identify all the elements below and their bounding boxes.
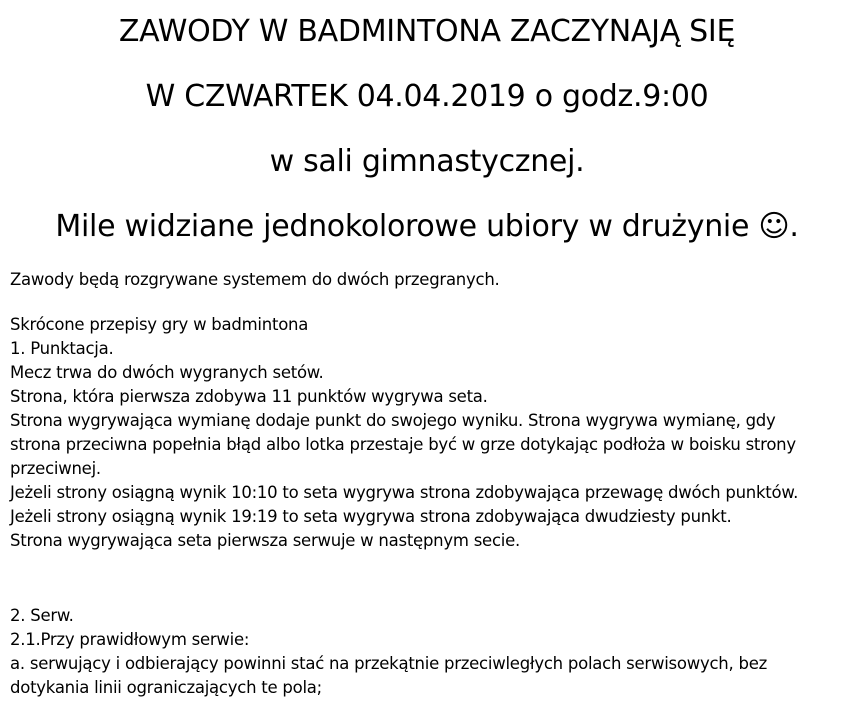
rules-section (10, 313, 850, 553)
rules-line: przeciwnej. (10, 459, 101, 478)
rules-line: Strona wygrywająca seta pierwsza serwuje w następnym secie. (10, 531, 521, 550)
rules-line: strona przeciwna popełnia błąd albo lotka przestaje być w grze dotykając podłoża w boisku strony (10, 435, 796, 454)
heading-event-title: ZAWODY W BADMINTONA ZACZYNAJĄ SIĘ (118, 14, 736, 49)
rules-line: Strona wygrywająca wymianę dodaje punkt do swojego wyniku. Strona wygrywa wymianę, gdy (10, 411, 776, 430)
serve-line: a. serwujący i odbierający powinni stać na przekątnie przeciwległych polach serwisowych, bez (10, 654, 768, 673)
rules-line: Strona, która pierwsza zdobywa 11 punktów wygrywa seta. (10, 387, 488, 406)
serve-section (10, 604, 850, 700)
section-1-title: 1. Punktacja. (10, 339, 114, 358)
rules-line: Mecz trwa do dwóch wygranych setów. (10, 363, 324, 382)
rules-line: Jeżeli strony osiągną wynik 19:19 to seta wygrywa strona zdobywająca dwudziesty punkt. (10, 507, 732, 526)
heading-event-date: W CZWARTEK 04.04.2019 o godz.9:00 (145, 79, 709, 114)
heading-dress-note: Mile widziane jednokolorowe ubiory w drużynie ☺. (55, 209, 799, 244)
intro-paragraph (10, 268, 850, 292)
heading-event-location: w sali gimnastycznej. (269, 144, 585, 179)
section-2-title: 2. Serw. (10, 606, 74, 625)
rules-title: Skrócone przepisy gry w badmintona (10, 315, 309, 334)
serve-line: dotykania linii ograniczających te pola; (10, 678, 322, 697)
subsection-2-1-title: 2.1.Przy prawidłowym serwie: (10, 630, 250, 649)
intro-line: Zawody będą rozgrywane systemem do dwóch przegranych. (10, 270, 500, 289)
rules-line: Jeżeli strony osiągną wynik 10:10 to seta wygrywa strona zdobywająca przewagę dwóch punktów. (10, 483, 799, 502)
